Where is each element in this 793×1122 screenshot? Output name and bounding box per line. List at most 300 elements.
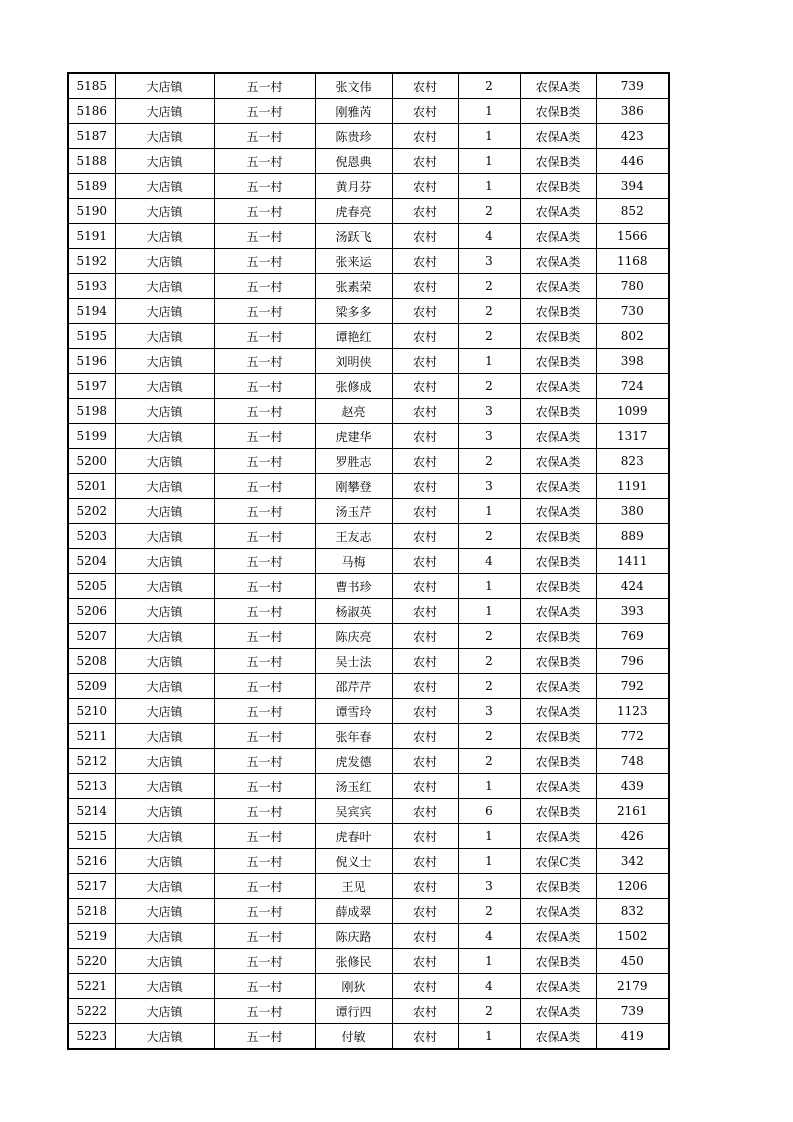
person-name-cell: 陈庆亮 — [315, 624, 392, 649]
insurance-class-cell: 农保B类 — [520, 149, 596, 174]
household-count-cell: 1 — [458, 849, 520, 874]
insurance-class-cell: 农保B类 — [520, 749, 596, 774]
village-cell: 五一村 — [214, 474, 315, 499]
town-cell: 大店镇 — [115, 524, 214, 549]
table-row — [68, 899, 669, 924]
household-count-cell: 2 — [458, 749, 520, 774]
household-count-cell: 1 — [458, 349, 520, 374]
person-name-cell: 陈贵珍 — [315, 124, 392, 149]
household-count-cell: 2 — [458, 524, 520, 549]
row-number-cell: 5194 — [68, 299, 115, 324]
row-number-cell: 5203 — [68, 524, 115, 549]
row-number-cell: 5191 — [68, 224, 115, 249]
person-name-cell: 梁多多 — [315, 299, 392, 324]
insurance-class-cell: 农保A类 — [520, 474, 596, 499]
person-name-cell: 黄月芬 — [315, 174, 392, 199]
household-count-cell: 1 — [458, 774, 520, 799]
area-type-cell: 农村 — [392, 549, 458, 574]
amount-cell: 393 — [596, 599, 669, 624]
person-name-cell: 张修成 — [315, 374, 392, 399]
row-number-cell: 5214 — [68, 799, 115, 824]
area-type-cell: 农村 — [392, 149, 458, 174]
insurance-class-cell: 农保B类 — [520, 724, 596, 749]
household-count-cell: 1 — [458, 124, 520, 149]
village-cell: 五一村 — [214, 324, 315, 349]
insurance-class-cell: 农保B类 — [520, 574, 596, 599]
household-count-cell: 6 — [458, 799, 520, 824]
amount-cell: 426 — [596, 824, 669, 849]
row-number-cell: 5217 — [68, 874, 115, 899]
village-cell: 五一村 — [214, 424, 315, 449]
village-cell: 五一村 — [214, 524, 315, 549]
village-cell: 五一村 — [214, 549, 315, 574]
row-number-cell: 5200 — [68, 449, 115, 474]
table-row — [68, 424, 669, 449]
row-number-cell: 5223 — [68, 1024, 115, 1050]
row-number-cell: 5204 — [68, 549, 115, 574]
household-count-cell: 3 — [458, 424, 520, 449]
insurance-class-cell: 农保A类 — [520, 199, 596, 224]
person-name-cell: 张年春 — [315, 724, 392, 749]
village-cell: 五一村 — [214, 73, 315, 99]
amount-cell: 748 — [596, 749, 669, 774]
table-row — [68, 374, 669, 399]
table-row — [68, 624, 669, 649]
row-number-cell: 5202 — [68, 499, 115, 524]
area-type-cell: 农村 — [392, 649, 458, 674]
insurance-class-cell: 农保A类 — [520, 274, 596, 299]
village-cell: 五一村 — [214, 824, 315, 849]
person-name-cell: 虎建华 — [315, 424, 392, 449]
insurance-class-cell: 农保A类 — [520, 999, 596, 1024]
area-type-cell: 农村 — [392, 524, 458, 549]
area-type-cell: 农村 — [392, 299, 458, 324]
area-type-cell: 农村 — [392, 374, 458, 399]
amount-cell: 730 — [596, 299, 669, 324]
row-number-cell: 5189 — [68, 174, 115, 199]
town-cell: 大店镇 — [115, 1024, 214, 1050]
table-row — [68, 949, 669, 974]
table-row — [68, 799, 669, 824]
insurance-class-cell: 农保B类 — [520, 624, 596, 649]
table-row — [68, 274, 669, 299]
insurance-class-cell: 农保A类 — [520, 73, 596, 99]
town-cell: 大店镇 — [115, 999, 214, 1024]
amount-cell: 802 — [596, 324, 669, 349]
person-name-cell: 邵芹芹 — [315, 674, 392, 699]
household-count-cell: 3 — [458, 474, 520, 499]
village-cell: 五一村 — [214, 799, 315, 824]
person-name-cell: 虎春亮 — [315, 199, 392, 224]
town-cell: 大店镇 — [115, 349, 214, 374]
amount-cell: 1099 — [596, 399, 669, 424]
village-cell: 五一村 — [214, 1024, 315, 1050]
village-cell: 五一村 — [214, 399, 315, 424]
person-name-cell: 薛成翠 — [315, 899, 392, 924]
table-row — [68, 174, 669, 199]
town-cell: 大店镇 — [115, 724, 214, 749]
area-type-cell: 农村 — [392, 499, 458, 524]
village-cell: 五一村 — [214, 924, 315, 949]
row-number-cell: 5198 — [68, 399, 115, 424]
table-row — [68, 199, 669, 224]
area-type-cell: 农村 — [392, 599, 458, 624]
town-cell: 大店镇 — [115, 699, 214, 724]
area-type-cell: 农村 — [392, 349, 458, 374]
insurance-class-cell: 农保A类 — [520, 1024, 596, 1050]
village-cell: 五一村 — [214, 374, 315, 399]
row-number-cell: 5196 — [68, 349, 115, 374]
area-type-cell: 农村 — [392, 399, 458, 424]
table-row — [68, 549, 669, 574]
table-row — [68, 399, 669, 424]
insurance-class-cell: 农保B类 — [520, 349, 596, 374]
household-count-cell: 3 — [458, 399, 520, 424]
row-number-cell: 5212 — [68, 749, 115, 774]
household-count-cell: 2 — [458, 324, 520, 349]
village-cell: 五一村 — [214, 149, 315, 174]
town-cell: 大店镇 — [115, 549, 214, 574]
table-row — [68, 599, 669, 624]
household-count-cell: 2 — [458, 199, 520, 224]
person-name-cell: 谭艳红 — [315, 324, 392, 349]
area-type-cell: 农村 — [392, 174, 458, 199]
person-name-cell: 杨淑英 — [315, 599, 392, 624]
town-cell: 大店镇 — [115, 824, 214, 849]
area-type-cell: 农村 — [392, 324, 458, 349]
row-number-cell: 5190 — [68, 199, 115, 224]
area-type-cell: 农村 — [392, 274, 458, 299]
town-cell: 大店镇 — [115, 324, 214, 349]
amount-cell: 419 — [596, 1024, 669, 1050]
insurance-class-cell: 农保A类 — [520, 224, 596, 249]
village-cell: 五一村 — [214, 899, 315, 924]
amount-cell: 1123 — [596, 699, 669, 724]
household-count-cell: 1 — [458, 824, 520, 849]
town-cell: 大店镇 — [115, 774, 214, 799]
area-type-cell: 农村 — [392, 899, 458, 924]
table-row — [68, 999, 669, 1024]
area-type-cell: 农村 — [392, 774, 458, 799]
amount-cell: 398 — [596, 349, 669, 374]
person-name-cell: 曹书珍 — [315, 574, 392, 599]
table-row — [68, 124, 669, 149]
person-name-cell: 王见 — [315, 874, 392, 899]
household-count-cell: 2 — [458, 724, 520, 749]
insurance-class-cell: 农保B类 — [520, 324, 596, 349]
village-cell: 五一村 — [214, 624, 315, 649]
area-type-cell: 农村 — [392, 224, 458, 249]
amount-cell: 796 — [596, 649, 669, 674]
amount-cell: 769 — [596, 624, 669, 649]
table-row — [68, 874, 669, 899]
insurance-class-cell: 农保B类 — [520, 799, 596, 824]
table-row — [68, 149, 669, 174]
area-type-cell: 农村 — [392, 1024, 458, 1050]
amount-cell: 394 — [596, 174, 669, 199]
household-count-cell: 1 — [458, 499, 520, 524]
village-cell: 五一村 — [214, 874, 315, 899]
household-count-cell: 2 — [458, 73, 520, 99]
row-number-cell: 5210 — [68, 699, 115, 724]
insurance-class-cell: 农保B类 — [520, 99, 596, 124]
town-cell: 大店镇 — [115, 799, 214, 824]
household-count-cell: 4 — [458, 974, 520, 999]
area-type-cell: 农村 — [392, 999, 458, 1024]
row-number-cell: 5221 — [68, 974, 115, 999]
person-name-cell: 汤玉红 — [315, 774, 392, 799]
insurance-class-cell: 农保A类 — [520, 974, 596, 999]
table-row — [68, 724, 669, 749]
town-cell: 大店镇 — [115, 99, 214, 124]
table-row — [68, 674, 669, 699]
town-cell: 大店镇 — [115, 974, 214, 999]
town-cell: 大店镇 — [115, 849, 214, 874]
table-row — [68, 749, 669, 774]
row-number-cell: 5206 — [68, 599, 115, 624]
village-cell: 五一村 — [214, 974, 315, 999]
town-cell: 大店镇 — [115, 599, 214, 624]
insurance-class-cell: 农保A类 — [520, 824, 596, 849]
table-row — [68, 474, 669, 499]
household-count-cell: 4 — [458, 549, 520, 574]
amount-cell: 1168 — [596, 249, 669, 274]
village-cell: 五一村 — [214, 724, 315, 749]
amount-cell: 2179 — [596, 974, 669, 999]
area-type-cell: 农村 — [392, 949, 458, 974]
insurance-class-cell: 农保A类 — [520, 424, 596, 449]
row-number-cell: 5209 — [68, 674, 115, 699]
amount-cell: 889 — [596, 524, 669, 549]
town-cell: 大店镇 — [115, 499, 214, 524]
town-cell: 大店镇 — [115, 949, 214, 974]
area-type-cell: 农村 — [392, 99, 458, 124]
insurance-class-cell: 农保A类 — [520, 599, 596, 624]
table-row — [68, 73, 669, 99]
row-number-cell: 5201 — [68, 474, 115, 499]
amount-cell: 1566 — [596, 224, 669, 249]
row-number-cell: 5213 — [68, 774, 115, 799]
amount-cell: 1411 — [596, 549, 669, 574]
village-cell: 五一村 — [214, 774, 315, 799]
village-cell: 五一村 — [214, 999, 315, 1024]
insurance-class-cell: 农保A类 — [520, 499, 596, 524]
village-cell: 五一村 — [214, 99, 315, 124]
insurance-class-cell: 农保B类 — [520, 524, 596, 549]
person-name-cell: 张修民 — [315, 949, 392, 974]
table-row — [68, 1024, 669, 1050]
village-cell: 五一村 — [214, 299, 315, 324]
household-count-cell: 2 — [458, 624, 520, 649]
table-row — [68, 524, 669, 549]
row-number-cell: 5185 — [68, 73, 115, 99]
person-name-cell: 陈庆路 — [315, 924, 392, 949]
row-number-cell: 5188 — [68, 149, 115, 174]
area-type-cell: 农村 — [392, 799, 458, 824]
insurance-class-cell: 农保A类 — [520, 924, 596, 949]
person-name-cell: 汤玉芹 — [315, 499, 392, 524]
village-cell: 五一村 — [214, 574, 315, 599]
amount-cell: 1191 — [596, 474, 669, 499]
town-cell: 大店镇 — [115, 449, 214, 474]
row-number-cell: 5205 — [68, 574, 115, 599]
amount-cell: 780 — [596, 274, 669, 299]
town-cell: 大店镇 — [115, 474, 214, 499]
amount-cell: 823 — [596, 449, 669, 474]
amount-cell: 739 — [596, 73, 669, 99]
area-type-cell: 农村 — [392, 249, 458, 274]
person-name-cell: 刚雅芮 — [315, 99, 392, 124]
table-row — [68, 924, 669, 949]
insurance-class-cell: 农保B类 — [520, 649, 596, 674]
household-count-cell: 2 — [458, 274, 520, 299]
insurance-class-cell: 农保A类 — [520, 899, 596, 924]
amount-cell: 724 — [596, 374, 669, 399]
table-row — [68, 224, 669, 249]
village-cell: 五一村 — [214, 649, 315, 674]
insurance-class-cell: 农保B类 — [520, 949, 596, 974]
table-row — [68, 774, 669, 799]
town-cell: 大店镇 — [115, 674, 214, 699]
household-count-cell: 3 — [458, 249, 520, 274]
amount-cell: 380 — [596, 499, 669, 524]
town-cell: 大店镇 — [115, 749, 214, 774]
amount-cell: 1502 — [596, 924, 669, 949]
table-row — [68, 574, 669, 599]
insurance-class-cell: 农保A类 — [520, 124, 596, 149]
table-row — [68, 249, 669, 274]
person-name-cell: 张文伟 — [315, 73, 392, 99]
amount-cell: 446 — [596, 149, 669, 174]
town-cell: 大店镇 — [115, 424, 214, 449]
town-cell: 大店镇 — [115, 124, 214, 149]
table-row — [68, 324, 669, 349]
town-cell: 大店镇 — [115, 624, 214, 649]
amount-cell: 386 — [596, 99, 669, 124]
table-row — [68, 849, 669, 874]
area-type-cell: 农村 — [392, 924, 458, 949]
amount-cell: 424 — [596, 574, 669, 599]
insurance-class-cell: 农保A类 — [520, 774, 596, 799]
town-cell: 大店镇 — [115, 374, 214, 399]
person-name-cell: 虎春叶 — [315, 824, 392, 849]
area-type-cell: 农村 — [392, 624, 458, 649]
village-cell: 五一村 — [214, 449, 315, 474]
row-number-cell: 5216 — [68, 849, 115, 874]
person-name-cell: 赵亮 — [315, 399, 392, 424]
village-cell: 五一村 — [214, 749, 315, 774]
area-type-cell: 农村 — [392, 874, 458, 899]
area-type-cell: 农村 — [392, 424, 458, 449]
town-cell: 大店镇 — [115, 649, 214, 674]
household-count-cell: 2 — [458, 674, 520, 699]
person-name-cell: 倪义士 — [315, 849, 392, 874]
household-count-cell: 1 — [458, 574, 520, 599]
household-count-cell: 1 — [458, 949, 520, 974]
area-type-cell: 农村 — [392, 749, 458, 774]
person-name-cell: 刘明侠 — [315, 349, 392, 374]
table-row — [68, 499, 669, 524]
town-cell: 大店镇 — [115, 874, 214, 899]
area-type-cell: 农村 — [392, 199, 458, 224]
village-cell: 五一村 — [214, 124, 315, 149]
person-name-cell: 张素荣 — [315, 274, 392, 299]
amount-cell: 852 — [596, 199, 669, 224]
area-type-cell: 农村 — [392, 974, 458, 999]
town-cell: 大店镇 — [115, 249, 214, 274]
person-name-cell: 王友志 — [315, 524, 392, 549]
row-number-cell: 5211 — [68, 724, 115, 749]
village-cell: 五一村 — [214, 174, 315, 199]
village-cell: 五一村 — [214, 499, 315, 524]
row-number-cell: 5193 — [68, 274, 115, 299]
household-count-cell: 2 — [458, 999, 520, 1024]
household-count-cell: 2 — [458, 449, 520, 474]
household-count-cell: 3 — [458, 699, 520, 724]
row-number-cell: 5197 — [68, 374, 115, 399]
insurance-class-cell: 农保B类 — [520, 549, 596, 574]
row-number-cell: 5195 — [68, 324, 115, 349]
person-name-cell: 张来运 — [315, 249, 392, 274]
insurance-class-cell: 农保C类 — [520, 849, 596, 874]
village-cell: 五一村 — [214, 674, 315, 699]
household-count-cell: 2 — [458, 374, 520, 399]
town-cell: 大店镇 — [115, 574, 214, 599]
household-count-cell: 4 — [458, 224, 520, 249]
amount-cell: 739 — [596, 999, 669, 1024]
amount-cell: 792 — [596, 674, 669, 699]
household-count-cell: 2 — [458, 299, 520, 324]
table-row — [68, 449, 669, 474]
household-count-cell: 3 — [458, 874, 520, 899]
town-cell: 大店镇 — [115, 299, 214, 324]
town-cell: 大店镇 — [115, 399, 214, 424]
person-name-cell: 刚狄 — [315, 974, 392, 999]
row-number-cell: 5186 — [68, 99, 115, 124]
amount-cell: 1317 — [596, 424, 669, 449]
insurance-class-cell: 农保B类 — [520, 399, 596, 424]
row-number-cell: 5219 — [68, 924, 115, 949]
area-type-cell: 农村 — [392, 824, 458, 849]
row-number-cell: 5215 — [68, 824, 115, 849]
household-count-cell: 1 — [458, 599, 520, 624]
table-row — [68, 99, 669, 124]
person-name-cell: 吴宾宾 — [315, 799, 392, 824]
row-number-cell: 5220 — [68, 949, 115, 974]
area-type-cell: 农村 — [392, 674, 458, 699]
amount-cell: 450 — [596, 949, 669, 974]
person-name-cell: 虎发德 — [315, 749, 392, 774]
town-cell: 大店镇 — [115, 149, 214, 174]
row-number-cell: 5207 — [68, 624, 115, 649]
person-name-cell: 汤跃飞 — [315, 224, 392, 249]
insurance-class-cell: 农保B类 — [520, 174, 596, 199]
town-cell: 大店镇 — [115, 224, 214, 249]
household-count-cell: 2 — [458, 649, 520, 674]
person-name-cell: 谭行四 — [315, 999, 392, 1024]
amount-cell: 2161 — [596, 799, 669, 824]
village-cell: 五一村 — [214, 849, 315, 874]
table-row — [68, 824, 669, 849]
person-name-cell: 谭雪玲 — [315, 699, 392, 724]
household-count-cell: 1 — [458, 99, 520, 124]
area-type-cell: 农村 — [392, 699, 458, 724]
insurance-class-cell: 农保A类 — [520, 674, 596, 699]
table-row — [68, 974, 669, 999]
person-name-cell: 马梅 — [315, 549, 392, 574]
amount-cell: 772 — [596, 724, 669, 749]
insurance-class-cell: 农保B类 — [520, 299, 596, 324]
